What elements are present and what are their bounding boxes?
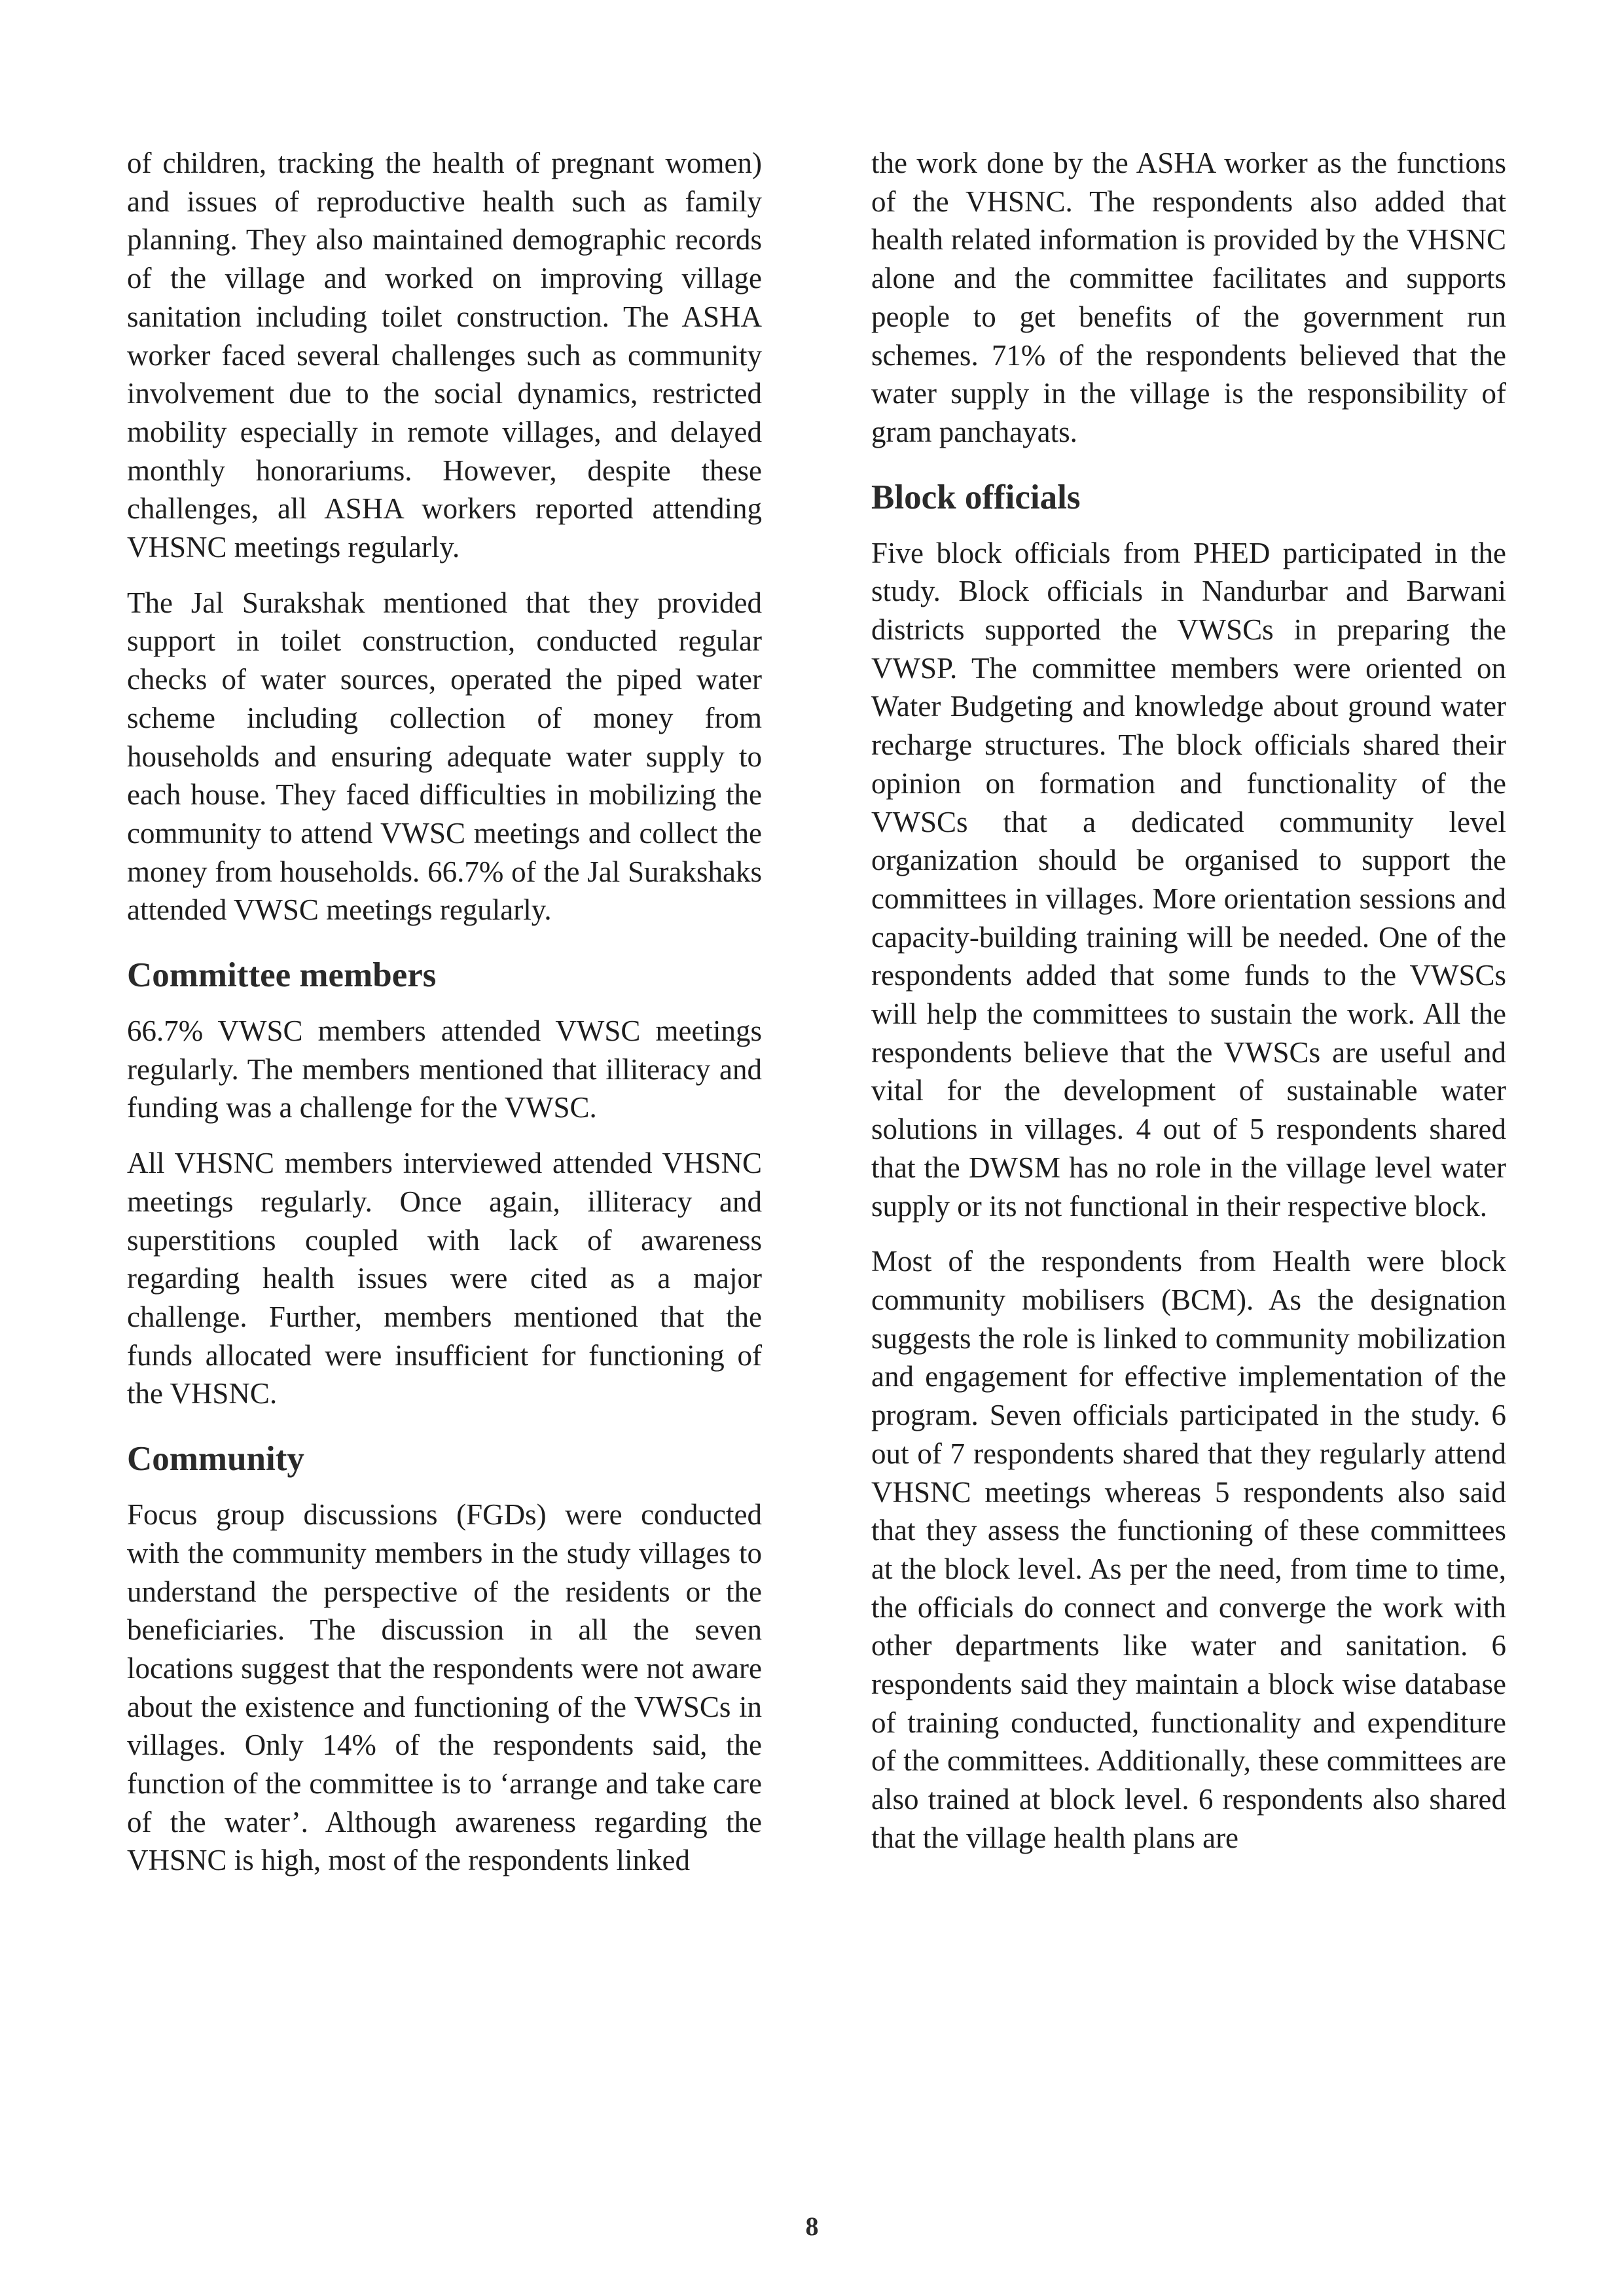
paragraph-asha-worker: of children, tracking the health of pregnant women) and issues of reproductive health such as family planning. They also maintained demographic records of the village and worked on improving village sanitation including toilet construction. The ASHA worker faced several challenges such as community involvement due to the social dynamics, restricted mobility especially in remote villages, and delayed monthly honorariums. However, despite these challenges, all ASHA workers reported attending VHSNC meetings regularly. [127,147,762,564]
paragraph-vhsnc-members: All VHSNC members interviewed attended VHSNC meetings regularly. Once again, illiteracy and superstitions coupled with lack of awareness regarding health issues were cited as a major challenge. Further, members mentioned that the funds allocated were insufficient for functioning of the VHSNC. [127,1147,762,1410]
heading-community: Community [127,1440,304,1479]
heading-block-officials: Block officials [871,478,1081,516]
paragraph-health-officials: Most of the respondents from Health were block community mobilisers (BCM). As the designation suggests the role is linked to community mobilization and engagement for effective implementation of the program. Seven officials participated in the study. 6 out of 7 respondents shared that they regularly attend VHSNC meetings whereas 5 respondents also said that they assess the functioning of these committees at the block level. As per the need, from time to time, the officials do connect and converge the work with other departments like water and sanitation. 6 respondents said they maintain a block wise database of training conducted, functionality and expenditure of the committees. Additionally, these committees are also trained at block level. 6 respondents also shared that the village health plans are [871,1245,1506,1854]
paragraph-phed-officials: Five block officials from PHED participated in the study. Block officials in Nandurbar and Barwani districts supported the VWSCs in preparing the VWSP. The committee members were oriented on Water Budgeting and knowledge about ground water recharge structures. The block officials shared their opinion on formation and functionality of the VWSCs that a dedicated community level organization should be organised to support the committees in villages. More orientation sessions and capacity-building training will be needed. One of the respondents added that some funds to the VWSCs will help the committees to sustain the work. All the respondents believe that the VWSCs are useful and vital for the development of sustainable water solutions in villages. 4 out of 5 respondents shared that the DWSM has no role in the village level water supply or its not functional in their respective block. [871,536,1506,1223]
left-column [127,144,762,1897]
heading-committee-members: Committee members [127,956,437,995]
paragraph-community-fgd: Focus group discussions (FGDs) were conducted with the community members in the study villages to understand the perspective of the residents or the beneficiaries. The discussion in all the seven locations suggest that the respondents were not aware about the existence and functioning of the VWSCs in villages. Only 14% of the respondents said, the function of the committee is to ‘arrange and take care of the water’. Although awareness regarding the VHSNC is high, most of the respondents linked [127,1498,762,1877]
paragraph-jal-surakshak: The Jal Surakshak mentioned that they provided support in toilet construction, conducted regular checks of water sources, operated the piped water scheme including collection of money from households and ensuring adequate water supply to each house. They faced difficulties in mobilizing the community to attend VWSC meetings and collect the money from households. 66.7% of the Jal Surakshaks attended VWSC meetings regularly. [127,586,762,927]
right-column [871,144,1506,1874]
paragraph-vwsc-members: 66.7% VWSC members attended VWSC meetings regularly. The members mentioned that illiteracy and funding was a challenge for the VWSC. [127,1014,762,1124]
page-number: 8 [805,2212,819,2241]
paragraph-asha-vhsnc-continued: the work done by the ASHA worker as the functions of the VHSNC. The respondents also added that health related information is provided by the VHSNC alone and the committee facilitates and supports people to get benefits of the government run schemes. 71% of the respondents believed that the water supply in the village is the responsibility of gram panchayats. [871,147,1506,448]
